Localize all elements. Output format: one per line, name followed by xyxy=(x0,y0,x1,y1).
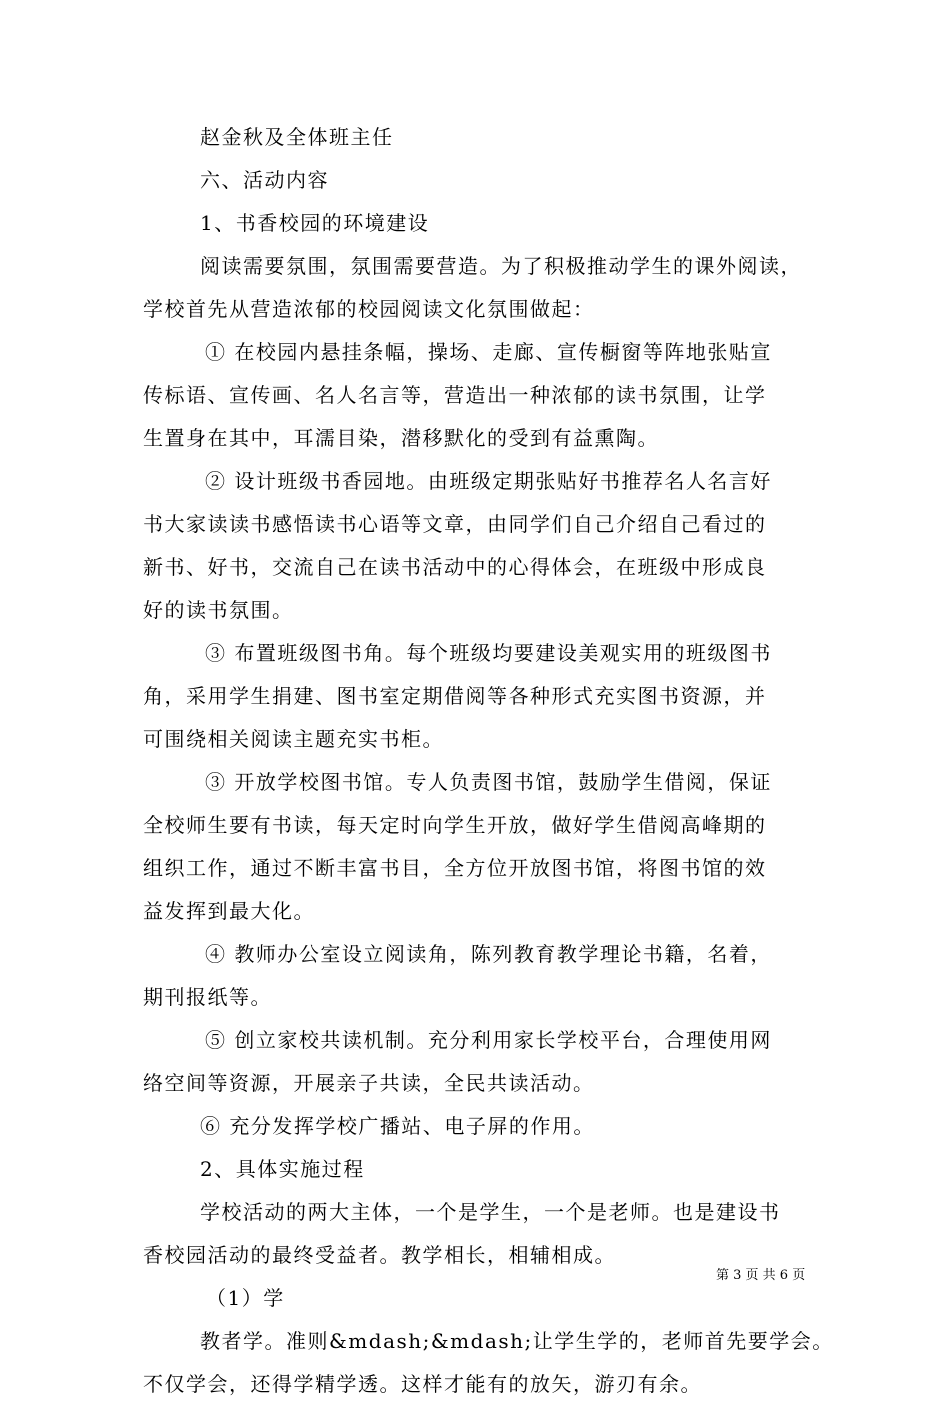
list-item-line: ③ 布置班级图书角。每个班级均要建设美观实用的班级图书 xyxy=(205,641,772,665)
list-item-line: ③ 开放学校图书馆。专人负责图书馆，鼓励学生借阅，保证 xyxy=(205,770,772,794)
text-line: 全校师生要有书读，每天定时向学生开放，做好学生借阅高峰期的 xyxy=(143,813,767,837)
text-line: 阅读需要氛围，氛围需要营造。为了积极推动学生的课外阅读， xyxy=(200,254,802,278)
text-line: 不仅学会，还得学精学透。这样才能有的放矢，游刃有余。 xyxy=(143,1372,702,1396)
text-line: 传标语、宣传画、名人名言等，营造出一种浓郁的读书氛围，让学 xyxy=(143,383,767,407)
text-line: 角，采用学生捐建、图书室定期借阅等各种形式充实图书资源，并 xyxy=(143,684,767,708)
text-line: 益发挥到最大化。 xyxy=(143,899,315,923)
sub-heading: （1）学 xyxy=(206,1286,285,1310)
text-line: 络空间等资源，开展亲子共读，全民共读活动。 xyxy=(143,1071,595,1095)
page-number-footer: 第 3 页 共 6 页 xyxy=(716,1268,806,1283)
text-line: 香校园活动的最终受益者。教学相长，相辅相成。 xyxy=(143,1243,616,1267)
list-item-line: ② 设计班级书香园地。由班级定期张贴好书推荐名人名言好 xyxy=(205,469,772,493)
text-line: 新书、好书，交流自己在读书活动中的心得体会，在班级中形成良 xyxy=(143,555,767,579)
section-heading: 六、活动内容 xyxy=(200,168,329,192)
text-line: 教者学。准则&mdash;&mdash;让学生学的，老师首先要学会。 xyxy=(200,1329,834,1353)
list-item-line: ① 在校园内悬挂条幅，操场、走廊、宣传橱窗等阵地张贴宣 xyxy=(205,340,772,364)
subsection-heading: 2、具体实施过程 xyxy=(200,1157,365,1181)
text-line: 期刊报纸等。 xyxy=(143,985,272,1009)
list-item-line: ⑤ 创立家校共读机制。充分利用家长学校平台，合理使用网 xyxy=(205,1028,772,1052)
text-line: 学校活动的两大主体，一个是学生，一个是老师。也是建设书 xyxy=(200,1200,781,1224)
text-line: 生置身在其中，耳濡目染，潜移默化的受到有益熏陶。 xyxy=(143,426,659,450)
text-line: 组织工作，通过不断丰富书目，全方位开放图书馆，将图书馆的效 xyxy=(143,856,767,880)
subsection-heading: 1、书香校园的环境建设 xyxy=(200,211,430,235)
text-line: 赵金秋及全体班主任 xyxy=(200,125,394,149)
document-body xyxy=(143,116,834,1406)
list-item-line: ④ 教师办公室设立阅读角，陈列教育教学理论书籍，名着， xyxy=(205,942,772,966)
text-line: 学校首先从营造浓郁的校园阅读文化氛围做起： xyxy=(143,297,595,321)
text-line: 好的读书氛围。 xyxy=(143,598,294,622)
text-line: 书大家读读书感悟读书心语等文章，由同学们自己介绍自己看过的 xyxy=(143,512,767,536)
text-line: 可围绕相关阅读主题充实书柜。 xyxy=(143,727,444,751)
list-item-line: ⑥ 充分发挥学校广播站、电子屏的作用。 xyxy=(200,1114,595,1138)
